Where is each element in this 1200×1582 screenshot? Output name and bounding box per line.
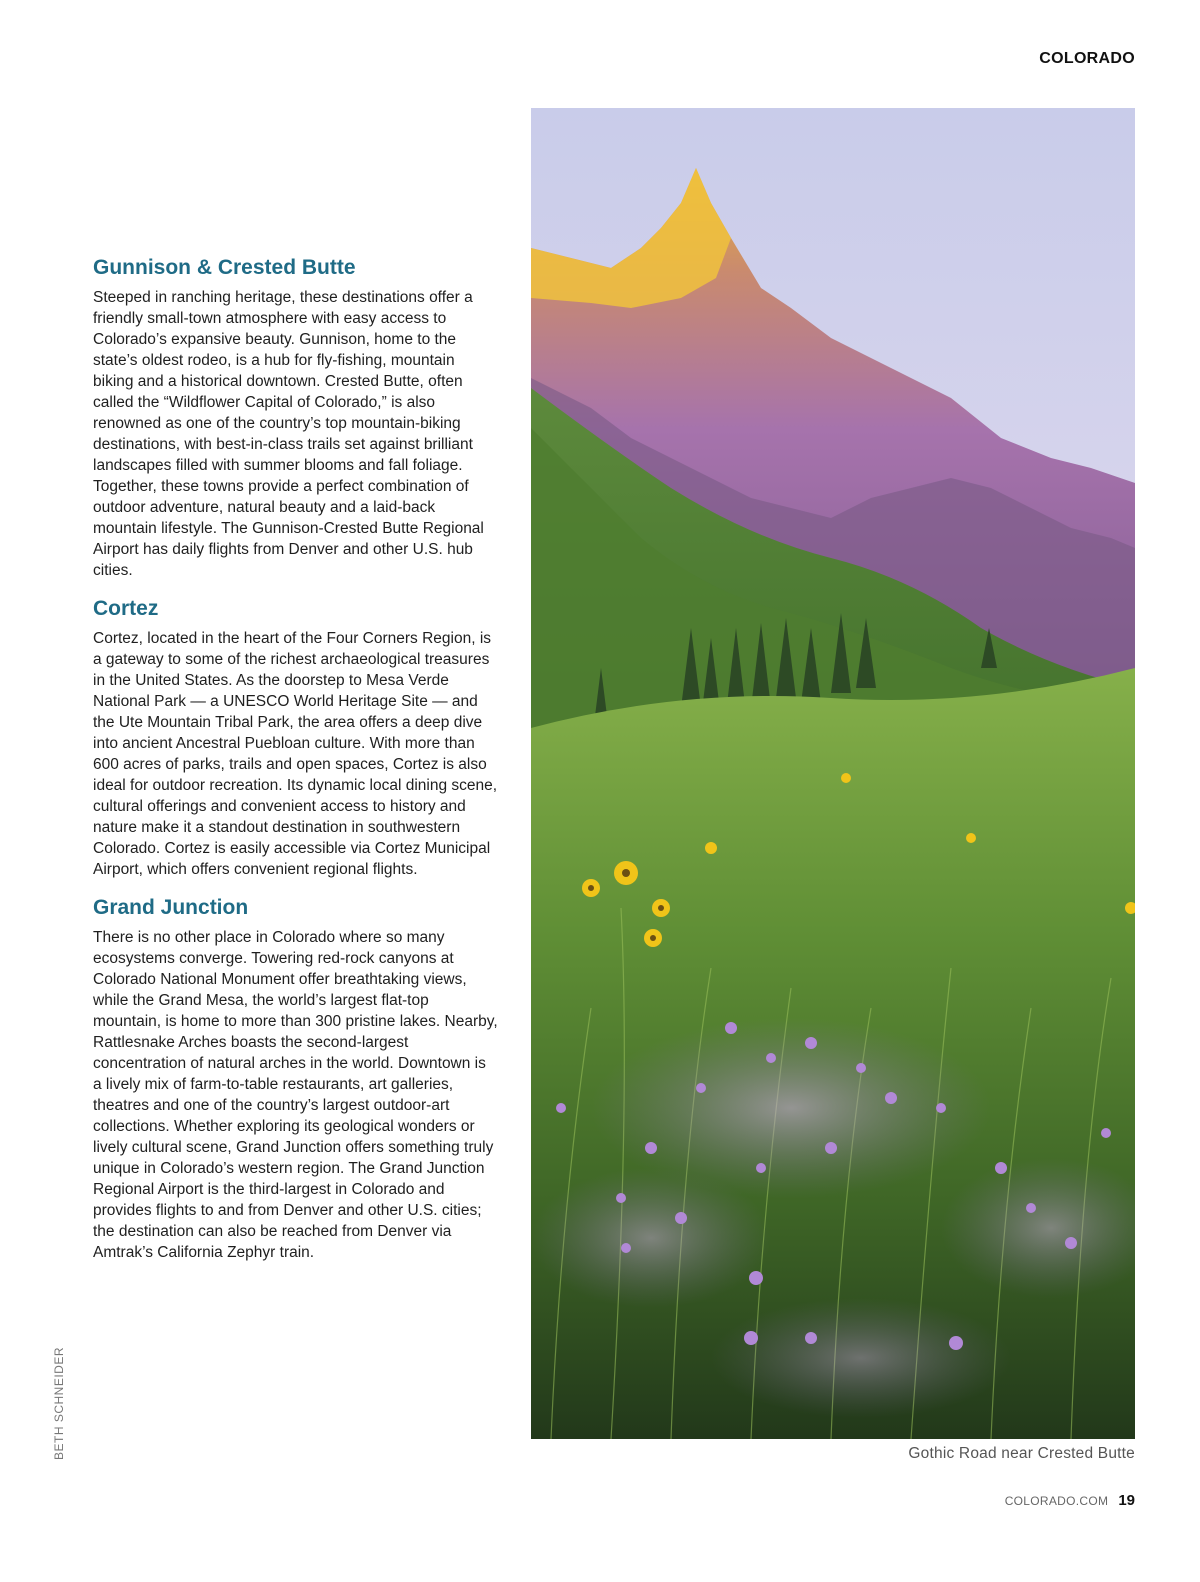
section-label: COLORADO [1039,50,1135,67]
page-footer [1005,1492,1135,1509]
article-gunnison [93,254,498,581]
article-cortez [93,595,498,880]
article-title: Cortez [93,597,159,620]
footer-site[interactable]: COLORADO.COM [1004,1494,1109,1508]
article-body: There is no other place in Colorado where so many ecosystems converge. Towering red-rock canyons at Colorado National Monument offer breathtaking views, while the Grand Mesa, the world’s largest flat-top mountain, is home to more than 300 pristine lakes. Nearby, Rattlesnake Arches boasts the second-largest concentration of natural arches in the world. Downtown is a lively mix of farm-to-table restaurants, art galleries, theatres and one of the country’s largest outdoor-art collections. Whether exploring its geological wonders or lively cultural scene, Grand Junction offers something truly unique in Colorado’s western region. The Grand Junction Regional Airport is the third-largest in Colorado and provides flights to and from Denver and other U.S. cities; the destination can also be reached from Denver via Amtrak’s California Zephyr train. [93,929,498,1261]
article-body: Cortez, located in the heart of the Four Corners Region, is a gateway to some of the richest archaeological treasures in the United States. As the doorstep to Mesa Verde National Park — a UNESCO World Heritage Site — and the Ute Mountain Tribal Park, the area offers a deep dive into ancient Ancestral Puebloan culture. With more than 600 acres of parks, trails and open spaces, Cortez is also ideal for outdoor recreation. Its dynamic local dining scene, cultural offerings and convenient access to history and nature make it a standout destination in southwestern Colorado. Cortez is easily accessible via Cortez Municipal Airport, which offers convenient regional flights. [93,630,498,878]
article-grand-junction [93,894,498,1263]
page-number: 19 [1118,1492,1135,1509]
photo-credit: BETH SCHNEIDER [52,1346,66,1460]
landscape-photo [531,108,1135,1439]
article-body: Steeped in ranching heritage, these destinations offer a friendly small-town atmosphere with easy access to Colorado’s expansive beauty. Gunnison, home to the state’s oldest rodeo, is a hub for fly-fishing, mountain biking and a historical downtown. Crested Butte, often called the “Wildflower Capital of Colorado,” is also renowned as one of the country’s top mountain-biking destinations, with best-in-class trails set against brilliant landscapes filled with summer blooms and fall foliage. Together, these towns provide a perfect combination of outdoor adventure, natural beauty and a laid-back mountain lifestyle. The Gunnison-Crested Butte Regional Airport has daily flights from Denver and other U.S. hub cities. [93,289,484,579]
photo-caption: Gothic Road near Crested Butte [908,1445,1135,1462]
article-title: Grand Junction [93,896,249,919]
article-title: Gunnison & Crested Butte [93,256,356,279]
article-column [93,254,498,1277]
